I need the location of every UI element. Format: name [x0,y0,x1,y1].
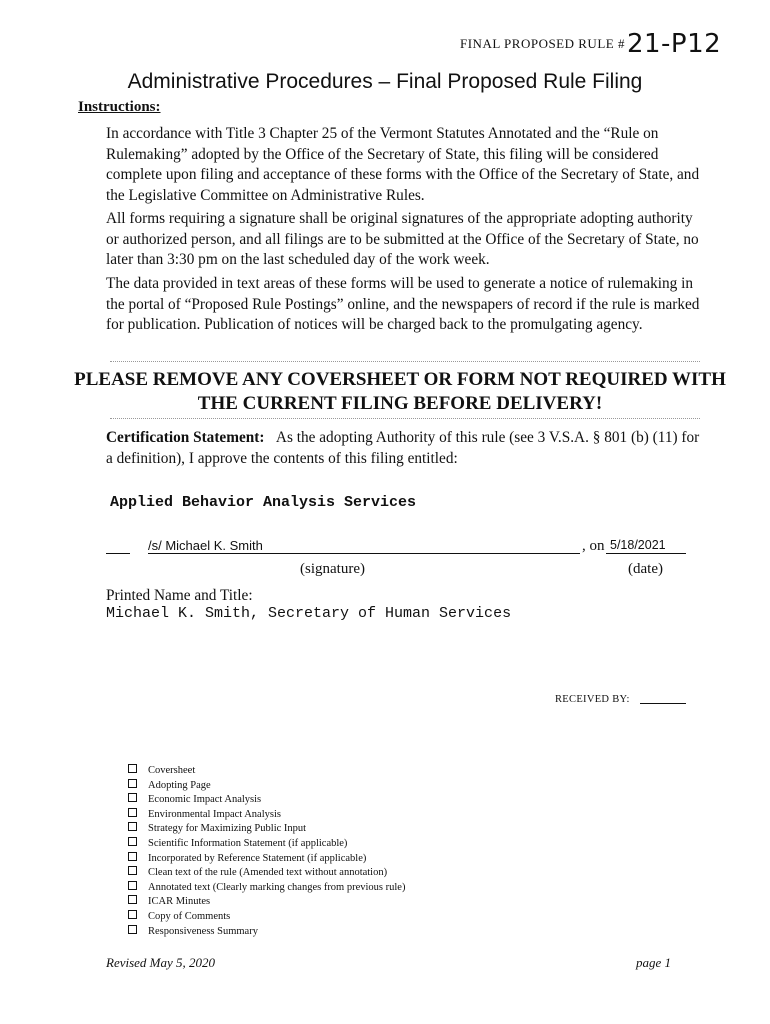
checklist-label: Responsiveness Summary [148,925,258,937]
checklist-label: Clean text of the rule (Amended text without annotation) [148,867,388,879]
certification-text: As the adopting Authority of this rule (see 3 V.S.A. § 801 (b) (11) for a definition), I approve the contents of this filing entitled: [106,429,700,467]
signature-row [106,538,706,560]
checkbox[interactable] [128,808,137,817]
checklist-label: Coversheet [148,765,196,776]
checklist-item [128,779,405,794]
checkbox[interactable] [128,910,137,919]
checklist-item [128,837,405,852]
notice-banner: PLEASE REMOVE ANY COVERSHEET OR FORM NOT REQUIRED WITH THE CURRENT FILING BEFORE DELIVERY! [74,369,726,414]
checklist-item [128,895,405,910]
checkbox[interactable] [128,881,137,890]
checkbox[interactable] [128,866,137,875]
page-title: Administrative Procedures – Final Proposed Rule Filing [127,70,643,93]
checklist-label: Strategy for Maximizing Public Input [148,823,307,835]
instructions-paragraph-2: All forms requiring a signature shall be original signatures of the appropriate adopting authority or authorized person, and all filings are to be submitted at the Office of the Secretary of State, no later than 3:30 pm on the last scheduled day of the work week. [106,210,699,268]
printed-name-value: Michael K. Smith, Secretary of Human Services [106,605,512,622]
checkbox[interactable] [128,852,137,861]
checklist-label: Incorporated by Reference Statement (if applicable) [148,852,367,864]
received-by-blank [640,703,686,704]
date-line [606,553,686,554]
received-by [555,694,686,705]
dotted-divider-bottom [110,418,700,419]
signature-caption: (signature) [300,561,365,577]
checklist-item [128,866,405,881]
rule-number-handwritten: 21-P12 [626,29,722,59]
signature-blank [106,553,130,554]
checkbox[interactable] [128,925,137,934]
certification-statement [106,428,702,469]
checkbox[interactable] [128,822,137,831]
on-label: , on [582,538,605,554]
checklist-item [128,881,405,896]
checklist-label: Scientific Information Statement (if applicable) [148,837,348,849]
date-value: 5/18/2021 [610,538,666,552]
checklist-label: Annotated text (Clearly marking changes from previous rule) [148,881,406,893]
checkbox[interactable] [128,793,137,802]
rule-number-label: FINAL PROPOSED RULE # [460,36,625,51]
checkbox[interactable] [128,779,137,788]
checklist-label: Copy of Comments [148,910,231,922]
signature-value: /s/ Michael K. Smith [148,538,263,553]
checklist-item [128,910,405,925]
printed-name-label: Printed Name and Title: [106,587,253,604]
checklist-item [128,764,405,779]
filing-title: Applied Behavior Analysis Services [110,494,417,511]
checkbox[interactable] [128,764,137,773]
instructions-heading: Instructions: [78,99,161,115]
certification-label: Certification Statement: [106,429,265,446]
received-by-label: RECEIVED BY: [555,694,630,705]
revision-date: Revised May 5, 2020 [106,955,216,970]
checklist-label: ICAR Minutes [148,896,211,908]
page-number: page 1 [636,955,672,970]
checklist-item [128,852,405,867]
checklist-item [128,808,405,823]
checklist [128,764,405,939]
rule-number-header [460,29,722,59]
checkbox[interactable] [128,895,137,904]
dotted-divider-top [110,361,700,362]
checklist-label: Economic Impact Analysis [148,794,262,806]
checklist-item [128,822,405,837]
checklist-item [128,925,405,940]
checklist-item [128,793,405,808]
checkbox[interactable] [128,837,137,846]
checklist-label: Adopting Page [148,779,211,791]
date-caption: (date) [628,561,663,577]
checklist-label: Environmental Impact Analysis [148,808,281,820]
instructions-paragraph-3: The data provided in text areas of these forms will be used to generate a notice of rulemaking in the portal of “Proposed Rule Postings” online, and the newspapers of record if the rule is marked for publication. Publication of notices will be charged back to the promulgating agency. [106,275,700,333]
instructions-paragraph-1: In accordance with Title 3 Chapter 25 of the Vermont Statutes Annotated and the “Rule on Rulemaking” adopted by the Office of the Secretary of State, this filing will be considered complete upon filing and acceptance of these forms with the Office of the Secretary of State, and the Legislative Committee on Administrative Rules. [106,125,700,204]
